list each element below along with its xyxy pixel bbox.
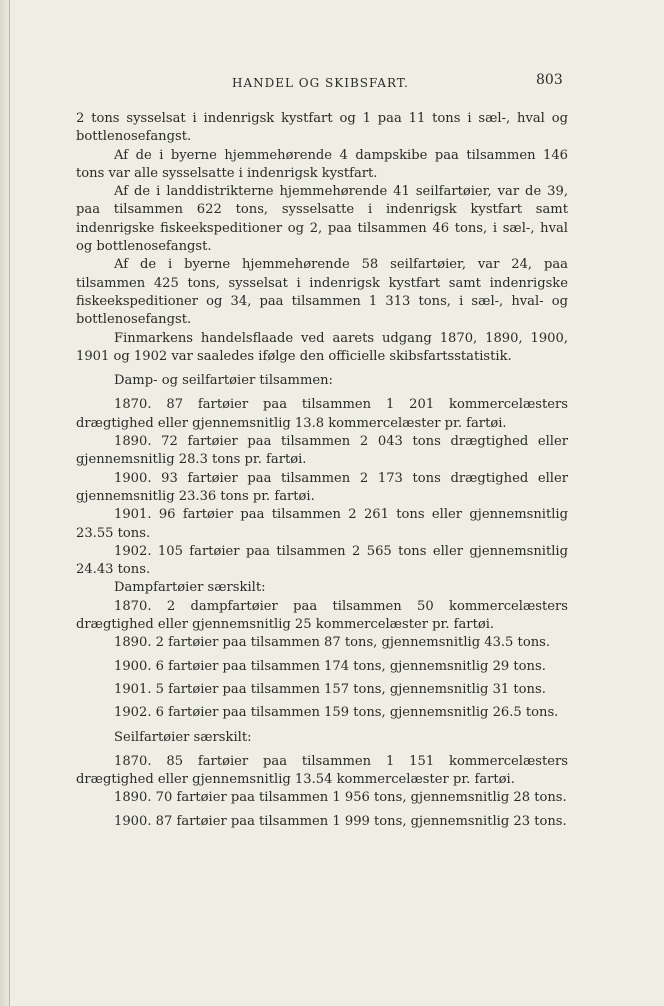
paragraph: 2 tons sysselsat i indenrigsk kystfart og 1 paa 11 tons i sæl-, hval og bottlenosefangst.: [76, 111, 568, 145]
running-title: HANDEL OG SKIBSFART.: [232, 76, 409, 90]
paragraph: 1902. 105 fartøier paa tilsammen 2 565 tons eller gjennemsnitlig 24.43 tons.: [76, 543, 568, 578]
paragraph: Dampfartøier særskilt:: [114, 580, 266, 596]
paragraph: 1900. 87 fartøier paa tilsammen 1 999 tons, gjennemsnitlig 23 tons.: [114, 813, 567, 829]
paragraph: Af de i landdistrikterne hjemmehørende 41 seilfartøier, var de 39, paa tilsammen 622 tons, sysselsatte i indenrigsk kystfart samt indenrigske fiskeekspeditioner og 2, paa tilsammen 46 tons, i sæl-, hval og bottlenosefangst.: [76, 184, 568, 255]
paragraph: 1901. 96 fartøier paa tilsammen 2 261 tons eller gjennemsnitlig 23.55 tons.: [76, 507, 568, 541]
paragraph: 1902. 6 fartøier paa tilsammen 159 tons, gjennemsnitlig 26.5 tons.: [114, 705, 559, 721]
page-edge: [0, 0, 10, 1006]
page-header: [0, 72, 664, 96]
paragraph: 1900. 6 fartøier paa tilsammen 174 tons, gjennemsnitlig 29 tons.: [114, 658, 546, 674]
paragraph: 1890. 72 fartøier paa tilsammen 2 043 tons drægtighed eller gjennemsnitlig 28.3 tons pr. fartøi.: [76, 434, 568, 468]
paragraph: 1901. 5 fartøier paa tilsammen 157 tons, gjennemsnitlig 31 tons.: [114, 681, 546, 697]
body-text: [76, 110, 568, 831]
paragraph: 1890. 70 fartøier paa tilsammen 1 956 tons, gjennemsnitlig 28 tons.: [114, 790, 567, 806]
paragraph: 1870. 2 dampfartøier paa tilsammen 50 kommercelæsters drægtighed eller gjennemsnitlig 25 kommercelæster pr. fartøi.: [76, 598, 568, 633]
paragraph: 1900. 93 fartøier paa tilsammen 2 173 tons drægtighed eller gjennemsnitlig 23.36 tons pr. fartøi.: [76, 470, 568, 504]
paragraph: Finmarkens handelsflaade ved aarets udgang 1870, 1890, 1900, 1901 og 1902 var saaledes ifølge den officielle skibsfartsstatistik.: [76, 330, 568, 364]
paragraph: Af de i byerne hjemmehørende 4 dampskibe paa tilsammen 146 tons var alle sysselsatte i indenrigsk kystfart.: [76, 147, 568, 181]
page-number: 803: [536, 72, 563, 88]
section-heading: Damp- og seilfartøier tilsammen:: [114, 373, 333, 389]
paragraph: Af de i byerne hjemmehørende 58 seilfartøier, var 24, paa tilsammen 425 tons, sysselsat i indenrigsk kystfart samt indenrigske fiskeekspeditioner og 34, paa tilsammen 1 313 tons, i sæl-, hval- og bottlenosefangst.: [76, 257, 568, 328]
paragraph: 1890. 2 fartøier paa tilsammen 87 tons, gjennemsnitlig 43.5 tons.: [114, 635, 551, 651]
section-heading: Seilfartøier særskilt:: [114, 729, 252, 745]
paragraph: 1870. 85 fartøier paa tilsammen 1 151 kommercelæsters drægtighed eller gjennemsnitlig 13.54 kommercelæster pr. fartøi.: [76, 753, 568, 788]
paragraph: 1870. 87 fartøier paa tilsammen 1 201 kommercelæsters drægtighed eller gjennemsnitlig 13.8 kommercelæster pr. fartøi.: [76, 397, 568, 431]
